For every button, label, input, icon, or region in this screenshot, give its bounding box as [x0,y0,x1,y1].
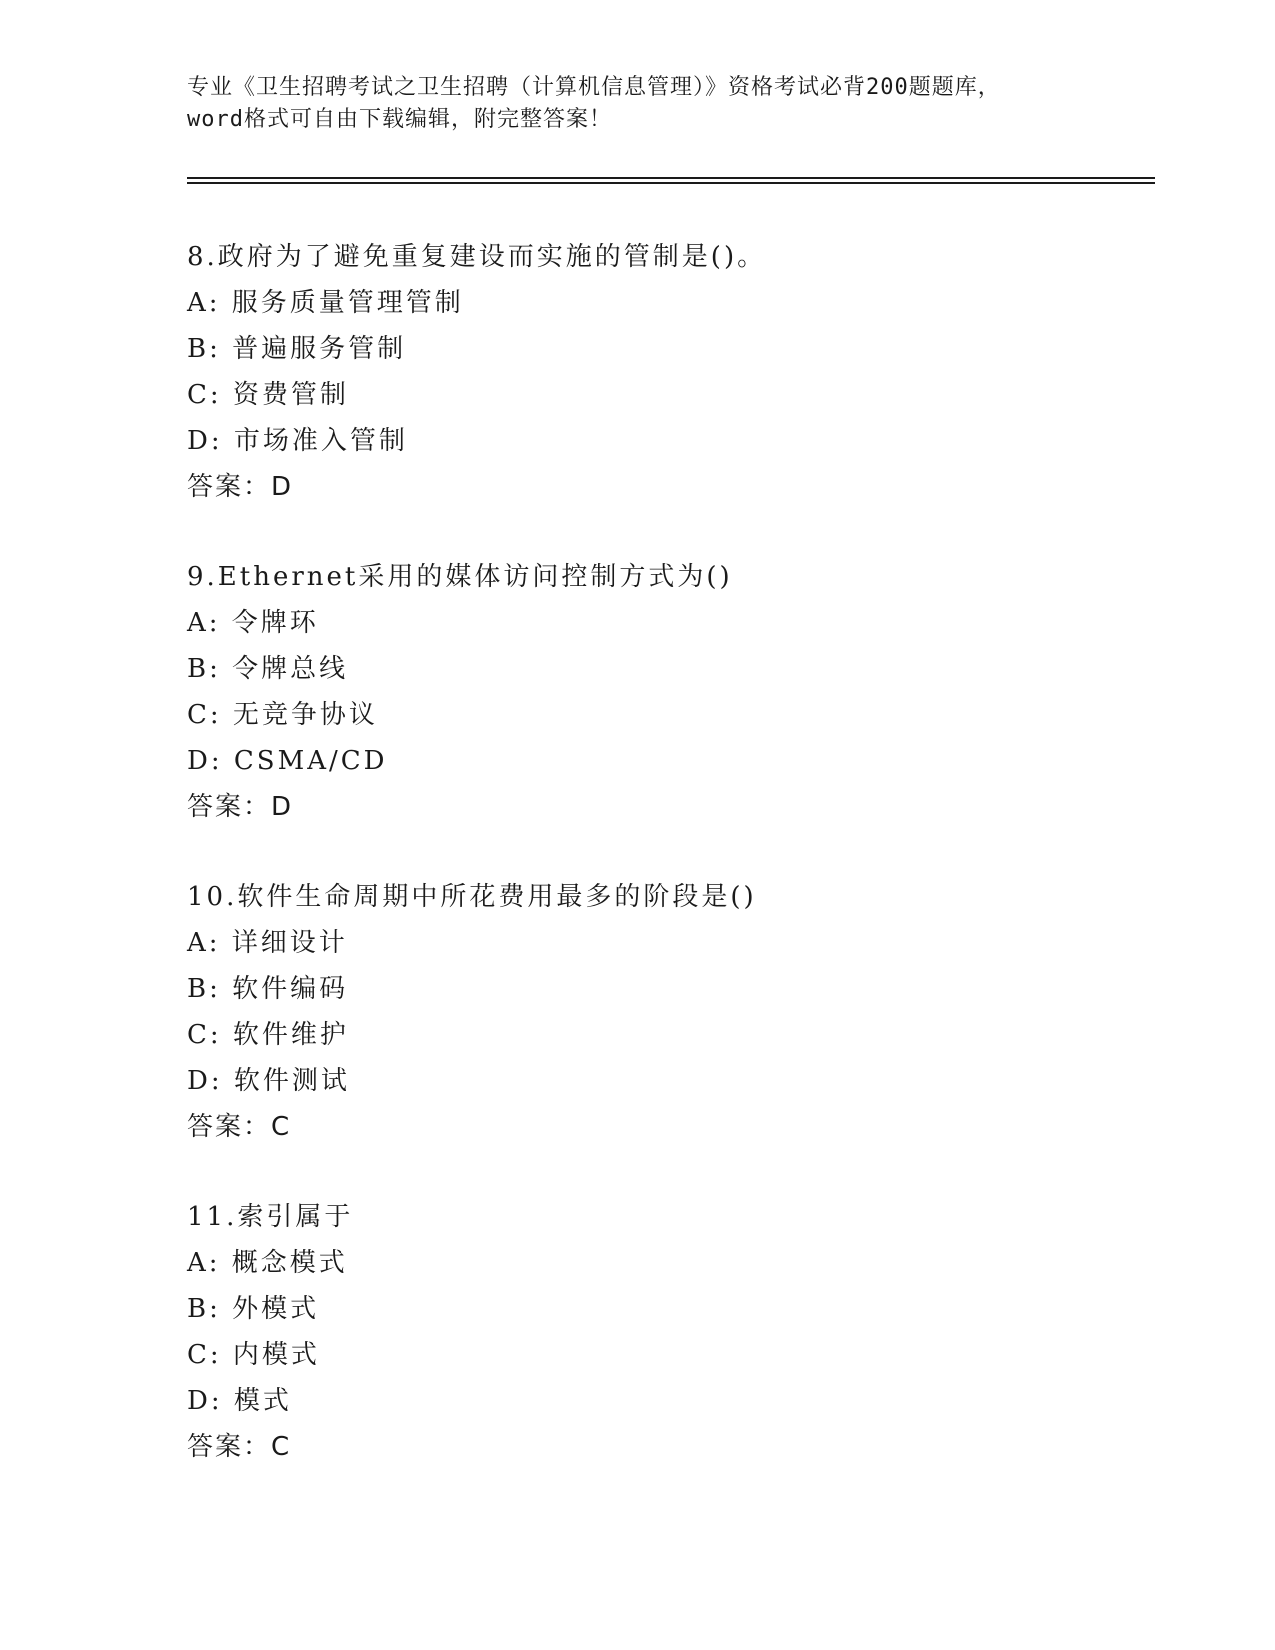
question-title: 11.索引属于 [187,1202,354,1232]
document-header [187,72,1087,136]
option-d: D: 市场准入管制 [187,426,408,456]
option-a: A: 服务质量管理管制 [187,288,464,318]
option-a: A: 详细设计 [187,928,348,958]
answer: 答案：C [187,1112,292,1142]
question-title: 8.政府为了避免重复建设而实施的管制是()。 [187,242,767,272]
option-d: D: CSMA/CD [187,746,388,776]
option-c: C: 资费管制 [187,380,349,410]
question-title: 10.软件生命周期中所花费用最多的阶段是() [187,882,757,912]
question-10 [187,874,1137,1150]
question-title: 9.Ethernet采用的媒体访问控制方式为() [187,562,733,592]
question-9 [187,554,1137,830]
header-line-1: 专业《卫生招聘考试之卫生招聘（计算机信息管理）》资格考试必背200题题库， [187,75,1001,100]
answer: 答案：D [187,792,294,822]
option-d: D: 软件测试 [187,1066,350,1096]
option-c: C: 内模式 [187,1340,320,1370]
question-11 [187,1194,1137,1470]
option-c: C: 无竞争协议 [187,700,378,730]
question-8 [187,234,1137,510]
answer: 答案：D [187,472,294,502]
option-b: B: 令牌总线 [187,654,349,684]
option-a: A: 概念模式 [187,1248,348,1278]
header-divider-bottom [187,182,1155,184]
option-b: B: 外模式 [187,1294,320,1324]
header-line-2: word格式可自由下载编辑，附完整答案！ [187,107,612,132]
option-b: B: 普遍服务管制 [187,334,407,364]
option-b: B: 软件编码 [187,974,349,1004]
answer: 答案：C [187,1432,292,1462]
header-divider-top [187,177,1155,179]
option-a: A: 令牌环 [187,608,319,638]
option-c: C: 软件维护 [187,1020,349,1050]
option-d: D: 模式 [187,1386,292,1416]
